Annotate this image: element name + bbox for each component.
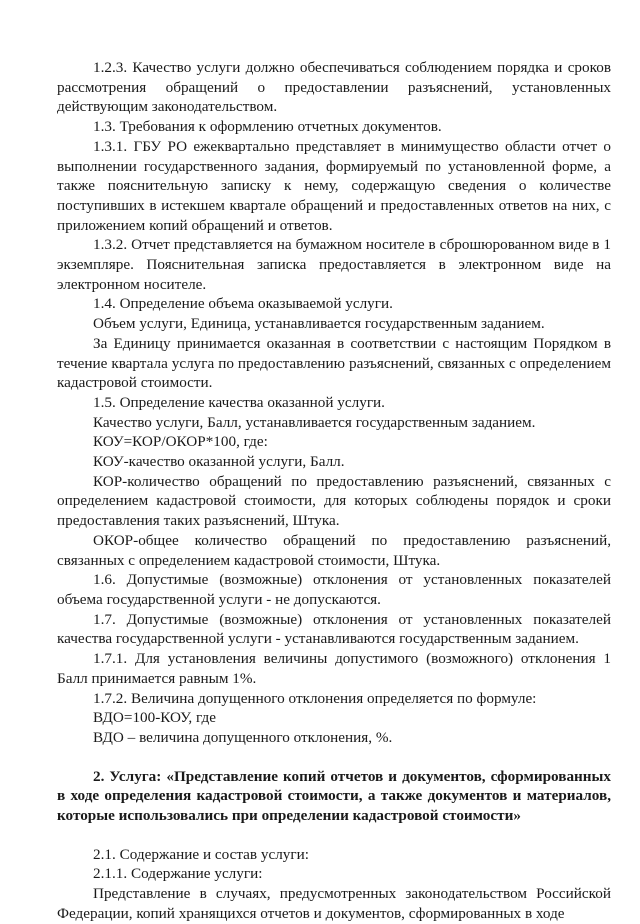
definition-kor: КОР-количество обращений по предоставлению разъяснений, связанных с определением кадастровой стоимости, для которых соблюдены порядок и сроки предоставления таких разъяснений, Штука. — [57, 472, 611, 530]
paragraph-1-7-2: 1.7.2. Величина допущенного отклонения определяется по формуле: — [93, 689, 537, 707]
paragraph-1-7-1: 1.7.1. Для установления величины допустимого (возможного) отклонения 1 Балл принимается равным 1%. — [57, 650, 611, 687]
paragraph-1-5: 1.5. Определение качества оказанной услуги. — [93, 393, 385, 411]
paragraph-1-3: 1.3. Требования к оформлению отчетных документов. — [93, 118, 442, 136]
document-page — [57, 58, 611, 924]
paragraph-1-3-1: 1.3.1. ГБУ РО ежеквартально представляет в минимущество области отчет о выполнении государственного задания, формируемый по установленной форме, а также пояснительную записку к нему, содержащую сведения о количестве поступивших в истекшем квартале обращений и предоставленных ответов на них, с приложением копий обращений и ответов. — [57, 137, 611, 234]
paragraph-2-1: 2.1. Содержание и состав услуги: — [93, 845, 309, 863]
paragraph-quality: Качество услуги, Балл, устанавливается государственным заданием. — [93, 413, 536, 431]
paragraph-2-1-1: 2.1.1. Содержание услуги: — [93, 865, 263, 883]
definition-vdo: ВДО – величина допущенного отклонения, %. — [93, 728, 393, 746]
definition-okor: ОКОР-общее количество обращений по предоставлению разъяснений, связанных с определением кадастровой стоимости, Штука. — [57, 531, 611, 569]
paragraph-1-7: 1.7. Допустимые (возможные) отклонения от установленных показателей качества государственной услуги - устанавливаются государственным заданием. — [57, 610, 611, 648]
paragraph-service-content: Представление в случаях, предусмотренных законодательством Российской Федерации, копий хранящихся отчетов и документов, сформированных в ходе — [57, 885, 611, 922]
formula-kou: КОУ=КОР/ОКОР*100, где: — [93, 433, 268, 451]
paragraph-1-6: 1.6. Допустимые (возможные) отклонения от установленных показателей объема государственной услуги - не допускаются. — [57, 571, 611, 608]
definition-kou: КОУ-качество оказанной услуги, Балл. — [93, 453, 345, 471]
paragraph-volume: Объем услуги, Единица, устанавливается государственным заданием. — [93, 315, 545, 333]
paragraph-unit: За Единицу принимается оказанная в соответствии с настоящим Порядком в течение квартала услуга по предоставлению разъяснений, связанных с определением кадастровой стоимости. — [57, 334, 611, 392]
formula-vdo: ВДО=100-КОУ, где — [93, 709, 216, 727]
section-heading: 2. Услуга: «Представление копий отчетов и документов, сформированных в ходе определения кадастровой стоимости, а также документов и материалов, которые использовались при определении кадастровой стоимости» — [57, 767, 611, 825]
paragraph-1-3-2: 1.3.2. Отчет представляется на бумажном носителе в сброшюрованном виде в 1 экземпляре. Пояснительная записка предоставляется в электронном виде на электронном носителе. — [57, 236, 611, 293]
paragraph-1-2-3: 1.2.3. Качество услуги должно обеспечиваться соблюдением порядка и сроков рассмотрения обращений о предоставлении разъяснений, установленных действующим законодательством. — [57, 59, 611, 116]
paragraph-1-4: 1.4. Определение объема оказываемой услуги. — [93, 295, 393, 313]
